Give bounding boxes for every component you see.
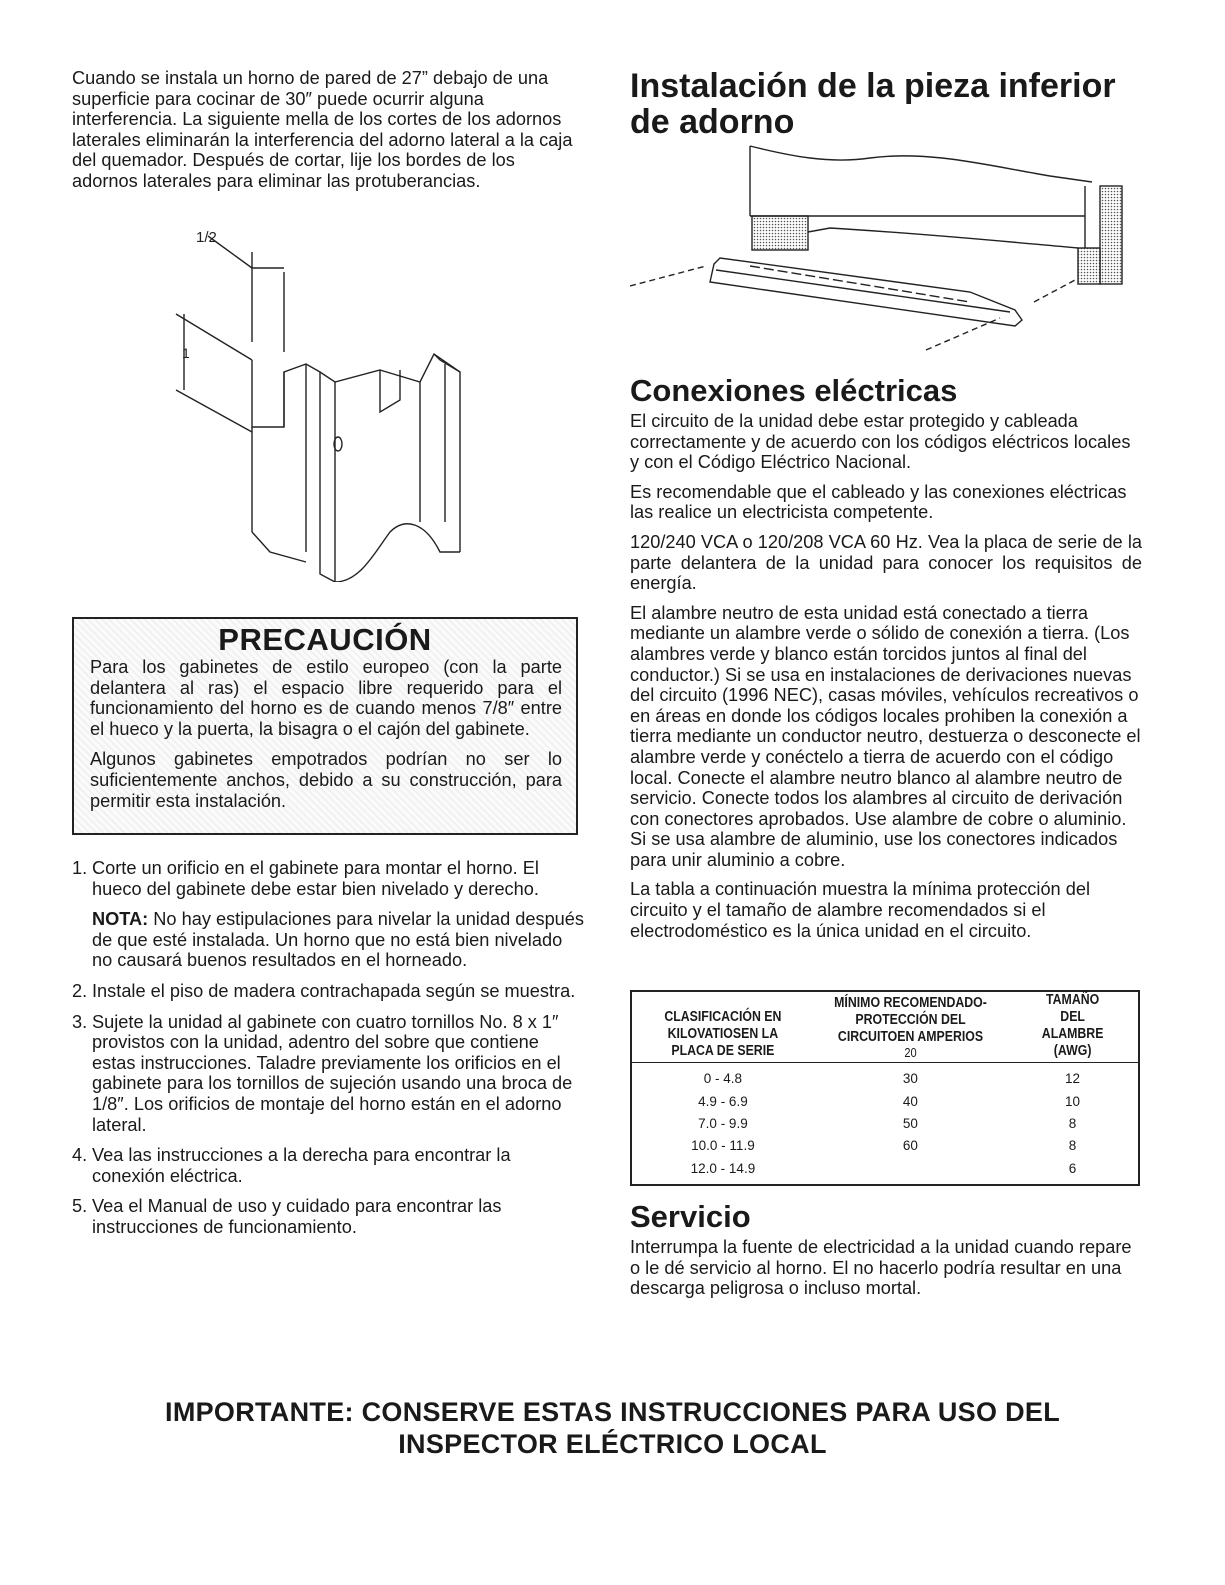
awg-cell: 10 (1064, 1093, 1080, 1109)
table-row (631, 1113, 1139, 1135)
amp-cell: 60 (902, 1138, 918, 1154)
one-dimension-label: 1 (182, 345, 190, 361)
wire-size-header (1017, 991, 1129, 1063)
awg-cell: 12 (1064, 1070, 1080, 1086)
table-row (631, 1157, 1139, 1185)
step-number: 2. (72, 980, 88, 1001)
header-line: CIRCUITOEN AMPERIOS (837, 1029, 983, 1045)
step-1 (72, 858, 584, 971)
circuit-protection-header (828, 991, 992, 1063)
step-number: 4. (72, 1145, 88, 1166)
amp-cell: 30 (902, 1070, 918, 1086)
bottom-trim-diagram (630, 142, 1130, 352)
amp-cell: 50 (902, 1116, 918, 1132)
intro-paragraph: Cuando se instala un horno de pared de 27” debajo de una superficie para cocinar de 30″ puede ocurrir alguna interferencia. La siguiente mella de los cortes de los adornos laterales eliminarán la interferencia del adorno lateral a la caja del quemador. Después de cortar, lije los bordes de los adornos laterales para eliminar las protuberancias. (72, 68, 573, 191)
electrical-connections-title: Conexiones eléctricas (630, 373, 958, 408)
half-dimension-label: 1/2 (196, 229, 217, 246)
awg-cell: 8 (1068, 1138, 1077, 1154)
kw-cell: 7.0 - 9.9 (698, 1116, 748, 1132)
awg-cell: 6 (1068, 1161, 1077, 1177)
elec-paragraph-1: El circuito de la unidad debe estar protegido y cableada correctamente y de acuerdo con los códigos eléctricos locales y con el Código Eléctrico Nacional. (630, 411, 1131, 473)
header-line: DEL (1060, 1009, 1085, 1025)
header-line: PROTECCIÓN DEL (855, 1012, 966, 1028)
awg-cell: 8 (1068, 1116, 1077, 1132)
electrical-text (630, 411, 1142, 950)
circuit-protection-table (630, 990, 1140, 1186)
elec-paragraph-5: La tabla a continuación muestra la mínima protección del circuito y el tamaño de alambre recomendados si el electrodoméstico es la única unidad en el circuito. (630, 879, 1090, 941)
footer-line-2: INSPECTOR ELÉCTRICO LOCAL (398, 1429, 827, 1459)
step-text: Sujete la unidad al gabinete con cuatro tornillos No. 8 x 1″ provistos con la unidad, adentro del sobre que contiene estas instrucciones. Taladre previamente los orificios en el gabinete para los tornillos de sujeción usando una broca de 1/8″. Los orificios de montaje del horno están en el adorno lateral. (92, 1011, 573, 1135)
service-paragraph: Interrumpa la fuente de electricidad a la unidad cuando repare o le dé servicio al horno. El no hacerlo podría resultar en una descarga peligrosa o incluso mortal. (630, 1237, 1132, 1299)
step-5 (72, 1196, 584, 1237)
kw-cell: 0 - 4.8 (703, 1070, 743, 1086)
header-line: CLASIFICACIÓN EN (664, 1009, 782, 1025)
kw-cell: 12.0 - 14.9 (690, 1161, 756, 1177)
header-line: TAMAÑO (1045, 992, 1100, 1008)
table-row (631, 1091, 1139, 1113)
header-line: MÍNIMO RECOMENDADO- (834, 995, 987, 1011)
table-row (631, 1063, 1139, 1091)
step-number: 3. (72, 1011, 88, 1032)
header-line: (AWG) (1053, 1043, 1092, 1059)
header-extra-value: 20 (904, 1045, 917, 1060)
caution-box (72, 617, 578, 835)
kw-cell: 10.0 - 11.9 (691, 1138, 755, 1154)
amp-cell: 40 (902, 1093, 918, 1109)
table-header-row (631, 991, 1139, 1063)
amp-cell (814, 1157, 1007, 1185)
table-row (631, 1135, 1139, 1157)
footer-line-1: IMPORTANTE: CONSERVE ESTAS INSTRUCCIONES PARA USO DEL (165, 1397, 1060, 1427)
step-text: Vea las instrucciones a la derecha para encontrar la conexión eléctrica. (92, 1145, 511, 1186)
elec-paragraph-3: 120/240 VCA o 120/208 VCA 60 Hz. Vea la placa de serie de la parte delantera de la unidad para conocer los requisitos de energía. (630, 531, 1142, 594)
header-line: PLACA DE SERIE (671, 1043, 775, 1059)
step-text: Corte un orificio en el gabinete para montar el horno. El hueco del gabinete debe estar bien nivelado y derecho. (92, 858, 539, 899)
caution-paragraph-1: Para los gabinetes de estilo europeo (con la parte delantera al ras) el espacio libre requerido para el funcionamiento del horno es de cuando menos 7/8″ entre el hueco y la puerta, la bisagra o el cajón del gabinete. (90, 657, 562, 739)
caution-paragraph-2: Algunos gabinetes empotrados podrían no ser lo suficientemente anchos, debido a su construcción, para permitir esta instalación. (90, 749, 562, 811)
step-2 (72, 981, 584, 1002)
service-title: Servicio (630, 1199, 751, 1234)
note-paragraph (92, 909, 584, 971)
header-line: ALAMBRE (1041, 1026, 1104, 1042)
step-text: Vea el Manual de uso y cuidado para encontrar las instrucciones de funcionamiento. (92, 1196, 502, 1237)
step-4 (72, 1145, 584, 1186)
step-text: Instale el piso de madera contrachapada según se muestra. (92, 980, 576, 1001)
note-text: No hay estipulaciones para nivelar la unidad después de que esté instalada. Un horno que no está bien nivelado no causará buenos resultados en el horneado. (92, 909, 585, 971)
important-footer (0, 1396, 1225, 1460)
step-3 (72, 1012, 584, 1136)
elec-paragraph-4: El alambre neutro de esta unidad está conectado a tierra mediante un alambre verde o sólido de conexión a tierra. (Los alambres verde y blanco están torcidos juntos al final del conductor.) Si se usa en instalaciones de derivaciones nuevas del circuito (1996 NEC), casas móviles, vehículos recreativos o en áreas en donde los códigos locales prohiben la conexión a tierra mediante un conductor neutro, destuerza o desconecte el alambre verde y conéctelo a tierra de acuerdo con el código local. Conecte el alambre neutro blanco al alambre neutro de servicio. Conecte todos los alambres al circuito de derivación con conectores aprobados. Use alambre de cobre o aluminio. Si se usa alambre de aluminio, use los conectores indicados para unir aluminio a cobre. (630, 602, 1141, 870)
note-label: NOTA: (92, 909, 149, 930)
side-trim-notch-diagram (160, 222, 490, 582)
step-number: 5. (72, 1196, 88, 1217)
kw-rating-header (645, 991, 800, 1063)
installation-steps (72, 858, 584, 1248)
trim-installation-title: Instalación de la pieza inferior de adorno (630, 67, 1116, 141)
header-line: KILOVATIOSEN LA (667, 1026, 779, 1042)
step-number: 1. (72, 858, 88, 878)
elec-paragraph-2: Es recomendable que el cableado y las conexiones eléctricas las realice un electricista competente. (630, 481, 1127, 523)
kw-cell: 4.9 - 6.9 (698, 1093, 748, 1109)
caution-title: PRECAUCIÓN (218, 622, 432, 657)
left-column (72, 68, 584, 192)
